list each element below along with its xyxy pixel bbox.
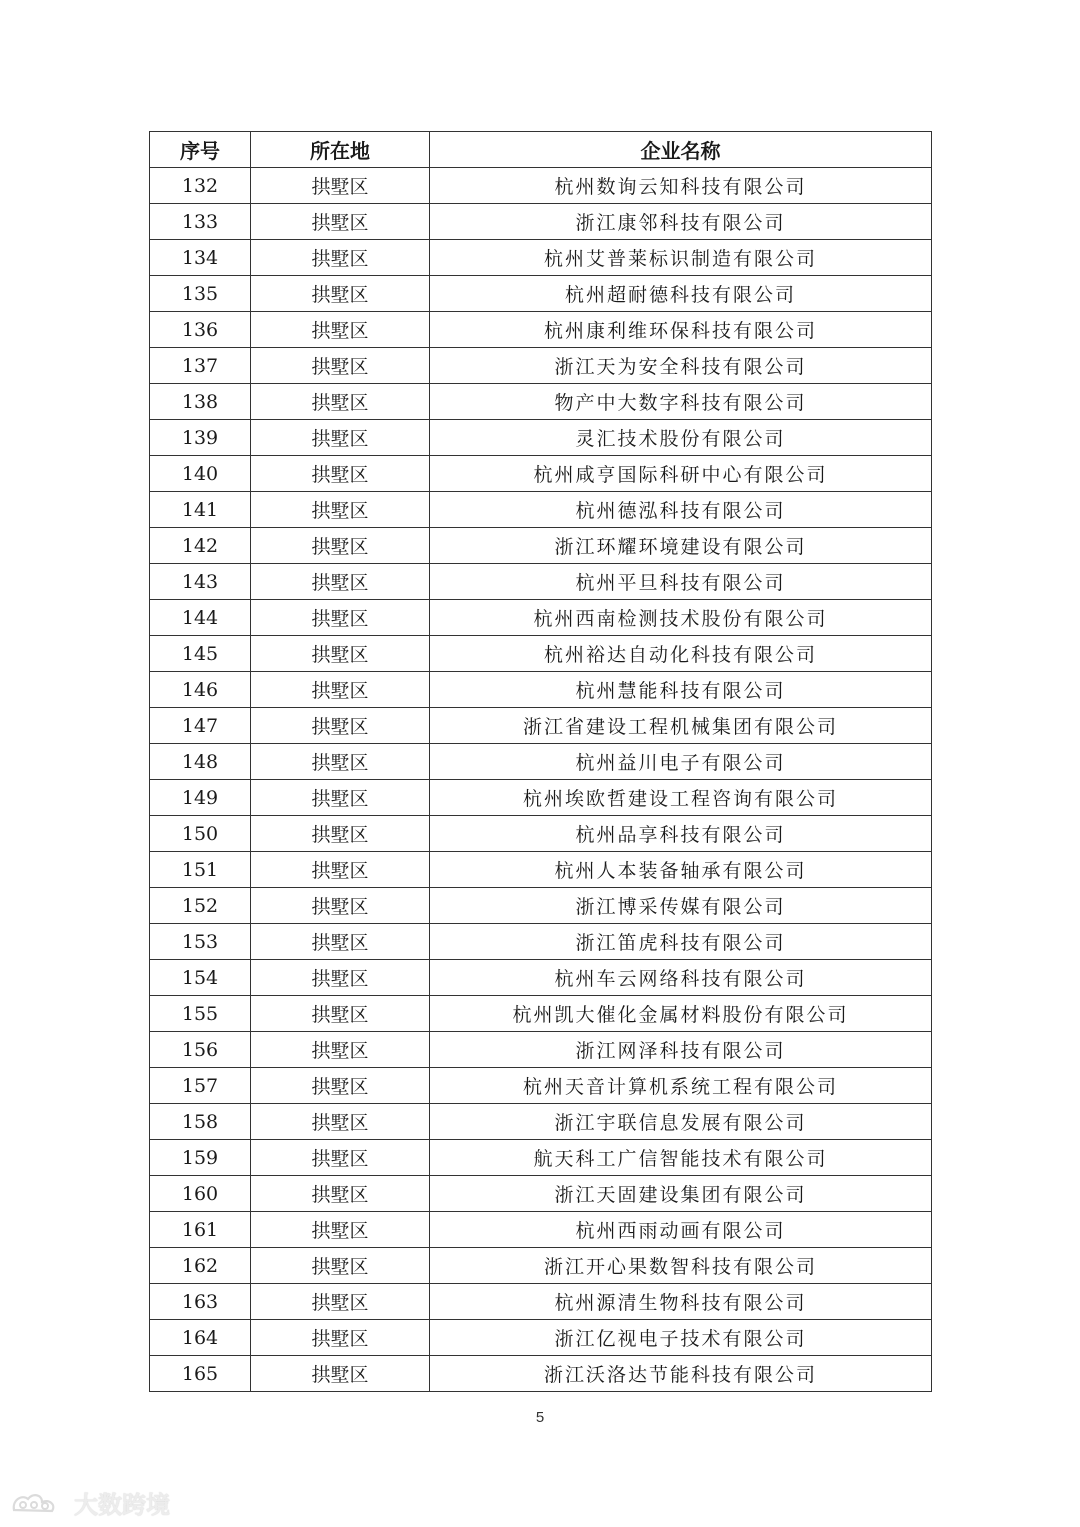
row-index: 141 [150,492,251,528]
row-location: 拱墅区 [251,1248,430,1284]
table-row [150,456,932,492]
table-row [150,384,932,420]
table-row [150,1068,932,1104]
row-location: 拱墅区 [251,672,430,708]
row-index: 157 [150,1068,251,1104]
row-index: 156 [150,1032,251,1068]
row-index: 146 [150,672,251,708]
row-company-name: 浙江宇联信息发展有限公司 [430,1104,932,1140]
row-company-name: 浙江网泽科技有限公司 [430,1032,932,1068]
watermark [10,1485,170,1520]
table-row [150,1248,932,1284]
row-company-name: 浙江天固建设集团有限公司 [430,1176,932,1212]
table-row [150,348,932,384]
table-row [150,1320,932,1356]
row-index: 163 [150,1284,251,1320]
table-row [150,1140,932,1176]
row-location: 拱墅区 [251,1032,430,1068]
table-row [150,996,932,1032]
table-row [150,960,932,996]
table-row [150,780,932,816]
table-row [150,528,932,564]
row-company-name: 物产中大数字科技有限公司 [430,384,932,420]
row-index: 164 [150,1320,251,1356]
row-company-name: 杭州裕达自动化科技有限公司 [430,636,932,672]
row-location: 拱墅区 [251,384,430,420]
row-company-name: 浙江天为安全科技有限公司 [430,348,932,384]
row-index: 154 [150,960,251,996]
table-row [150,1104,932,1140]
row-location: 拱墅区 [251,276,430,312]
row-index: 140 [150,456,251,492]
row-company-name: 浙江康邻科技有限公司 [430,204,932,240]
row-company-name: 杭州平旦科技有限公司 [430,564,932,600]
row-index: 136 [150,312,251,348]
row-index: 137 [150,348,251,384]
row-index: 151 [150,852,251,888]
table-row [150,636,932,672]
table-row [150,312,932,348]
brand-logo-icon [10,1490,68,1516]
row-index: 139 [150,420,251,456]
table-row [150,888,932,924]
row-index: 158 [150,1104,251,1140]
header-row [150,132,932,168]
row-location: 拱墅区 [251,1176,430,1212]
row-index: 155 [150,996,251,1032]
row-index: 147 [150,708,251,744]
table-row [150,816,932,852]
row-company-name: 杭州西雨动画有限公司 [430,1212,932,1248]
row-location: 拱墅区 [251,636,430,672]
row-location: 拱墅区 [251,888,430,924]
row-location: 拱墅区 [251,1068,430,1104]
table-row [150,492,932,528]
row-index: 134 [150,240,251,276]
row-location: 拱墅区 [251,996,430,1032]
row-location: 拱墅区 [251,1212,430,1248]
table-row [150,600,932,636]
row-location: 拱墅区 [251,744,430,780]
row-location: 拱墅区 [251,1356,430,1392]
row-index: 145 [150,636,251,672]
table-row [150,744,932,780]
row-index: 165 [150,1356,251,1392]
row-location: 拱墅区 [251,240,430,276]
row-location: 拱墅区 [251,1320,430,1356]
row-index: 153 [150,924,251,960]
header-company-name: 企业名称 [430,132,932,168]
header-index: 序号 [150,132,251,168]
row-company-name: 航天科工广信智能技术有限公司 [430,1140,932,1176]
table-row [150,1176,932,1212]
row-index: 160 [150,1176,251,1212]
row-company-name: 杭州埃欧哲建设工程咨询有限公司 [430,780,932,816]
row-company-name: 杭州数询云知科技有限公司 [430,168,932,204]
row-location: 拱墅区 [251,708,430,744]
row-company-name: 杭州慧能科技有限公司 [430,672,932,708]
table-row [150,852,932,888]
header-location: 所在地 [251,132,430,168]
row-company-name: 浙江笛虎科技有限公司 [430,924,932,960]
row-index: 138 [150,384,251,420]
row-location: 拱墅区 [251,492,430,528]
row-index: 162 [150,1248,251,1284]
row-index: 132 [150,168,251,204]
table-row [150,1212,932,1248]
row-company-name: 杭州凯大催化金属材料股份有限公司 [430,996,932,1032]
row-index: 159 [150,1140,251,1176]
company-list-table [149,131,932,1392]
row-index: 133 [150,204,251,240]
table-row [150,204,932,240]
row-company-name: 杭州康利维环保科技有限公司 [430,312,932,348]
row-location: 拱墅区 [251,1104,430,1140]
row-location: 拱墅区 [251,528,430,564]
table-row [150,420,932,456]
row-index: 161 [150,1212,251,1248]
row-location: 拱墅区 [251,960,430,996]
table-header [150,132,932,168]
row-location: 拱墅区 [251,348,430,384]
table-row [150,672,932,708]
row-index: 144 [150,600,251,636]
row-index: 150 [150,816,251,852]
row-index: 149 [150,780,251,816]
row-company-name: 杭州艾普莱标识制造有限公司 [430,240,932,276]
table-row [150,1356,932,1392]
table-body [150,168,932,1392]
row-location: 拱墅区 [251,312,430,348]
row-company-name: 浙江环耀环境建设有限公司 [430,528,932,564]
row-location: 拱墅区 [251,168,430,204]
row-location: 拱墅区 [251,816,430,852]
row-index: 152 [150,888,251,924]
row-company-name: 杭州咸亨国际科研中心有限公司 [430,456,932,492]
row-location: 拱墅区 [251,1140,430,1176]
page-number: 5 [535,1409,545,1426]
row-company-name: 浙江开心果数智科技有限公司 [430,1248,932,1284]
row-location: 拱墅区 [251,600,430,636]
row-location: 拱墅区 [251,420,430,456]
row-company-name: 杭州源清生物科技有限公司 [430,1284,932,1320]
table-row [150,708,932,744]
table-row [150,564,932,600]
row-index: 135 [150,276,251,312]
row-location: 拱墅区 [251,924,430,960]
row-location: 拱墅区 [251,780,430,816]
watermark-text: 大数跨境 [74,1491,170,1519]
table-row [150,240,932,276]
row-company-name: 杭州西南检测技术股份有限公司 [430,600,932,636]
row-company-name: 杭州天音计算机系统工程有限公司 [430,1068,932,1104]
row-company-name: 杭州超耐德科技有限公司 [430,276,932,312]
row-index: 148 [150,744,251,780]
row-company-name: 杭州德泓科技有限公司 [430,492,932,528]
row-company-name: 浙江亿视电子技术有限公司 [430,1320,932,1356]
row-company-name: 杭州品享科技有限公司 [430,816,932,852]
row-index: 142 [150,528,251,564]
table-row [150,1284,932,1320]
table-row [150,1032,932,1068]
row-location: 拱墅区 [251,204,430,240]
row-location: 拱墅区 [251,456,430,492]
row-company-name: 杭州益川电子有限公司 [430,744,932,780]
row-company-name: 灵汇技术股份有限公司 [430,420,932,456]
row-company-name: 浙江沃洛达节能科技有限公司 [430,1356,932,1392]
row-location: 拱墅区 [251,564,430,600]
table-row [150,276,932,312]
row-company-name: 浙江省建设工程机械集团有限公司 [430,708,932,744]
row-company-name: 杭州人本装备轴承有限公司 [430,852,932,888]
row-company-name: 杭州车云网络科技有限公司 [430,960,932,996]
row-index: 143 [150,564,251,600]
row-location: 拱墅区 [251,852,430,888]
row-company-name: 浙江博采传媒有限公司 [430,888,932,924]
row-location: 拱墅区 [251,1284,430,1320]
table-row [150,168,932,204]
table-row [150,924,932,960]
